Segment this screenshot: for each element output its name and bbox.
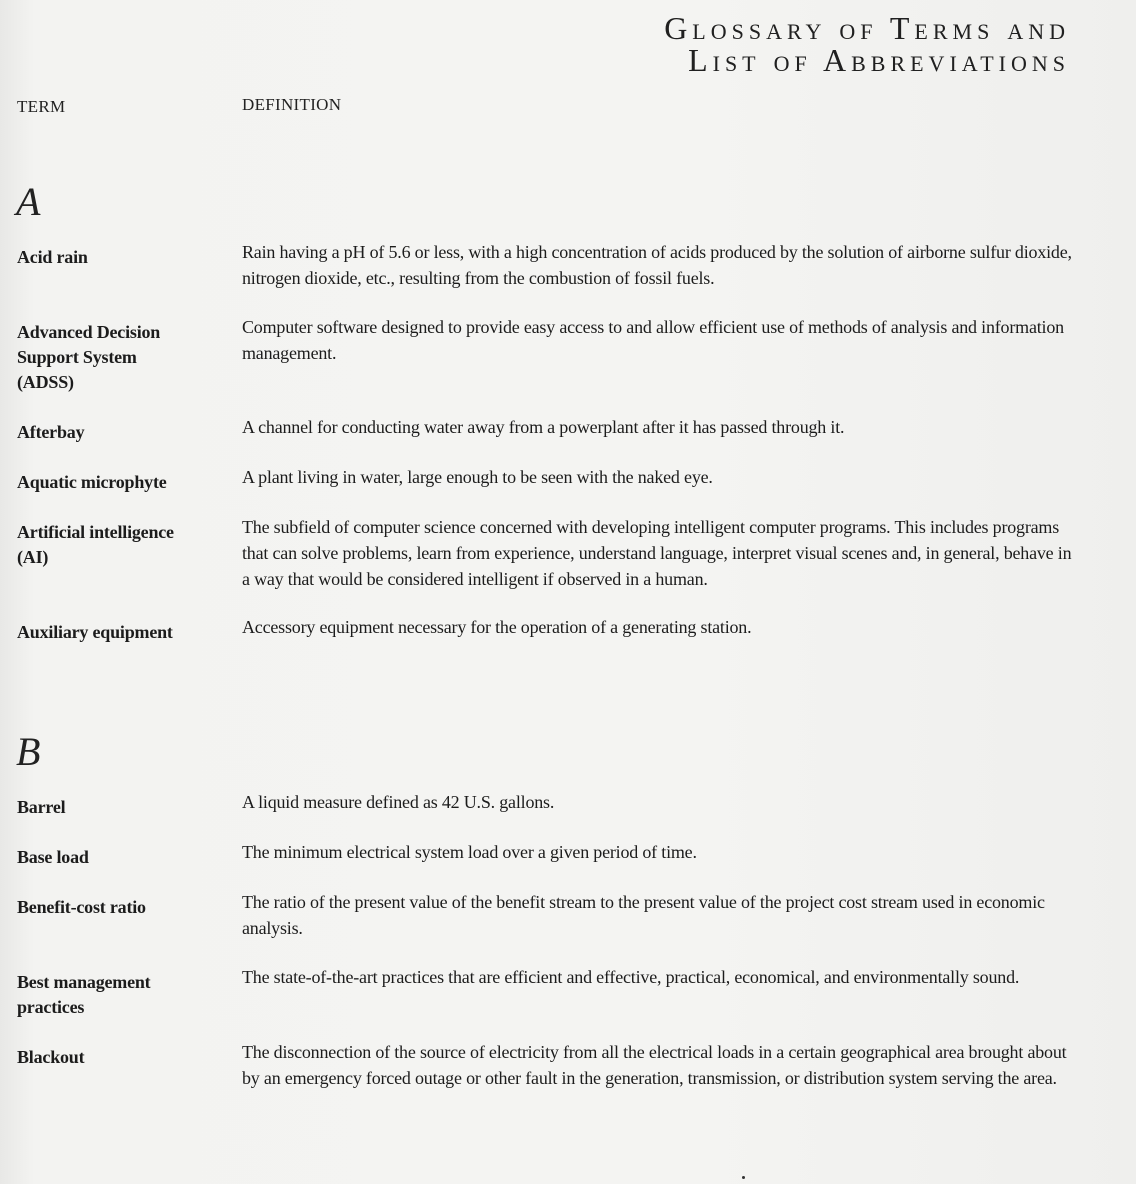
term-column-header: TERM xyxy=(17,97,66,116)
glossary-term: Acid rain xyxy=(17,247,88,267)
glossary-definition: A liquid measure defined as 42 U.S. gallons. xyxy=(242,792,555,812)
section-letter-b: B xyxy=(16,729,41,774)
title-line-2: List of Abbreviations xyxy=(688,42,1070,78)
glossary-definition: The state-of-the-art practices that are efficient and effective, practical, economical, and environmentally sound. xyxy=(242,967,1020,987)
glossary-definition: Computer software designed to provide easy access to and allow efficient use of methods of analysis and information management. xyxy=(242,317,1064,363)
glossary-definition: The minimum electrical system load over a given period of time. xyxy=(242,842,697,862)
glossary-term: Barrel xyxy=(17,797,66,817)
glossary-term: Artificial intelligence (AI) xyxy=(17,522,174,567)
glossary-term: Blackout xyxy=(17,1047,85,1067)
glossary-definition: The ratio of the present value of the benefit stream to the present value of the project cost stream used in economic analysis. xyxy=(242,892,1045,938)
glossary-term: Afterbay xyxy=(17,422,85,442)
scan-speck xyxy=(742,1176,745,1179)
glossary-term: Aquatic microphyte xyxy=(17,472,167,492)
glossary-definition: Accessory equipment necessary for the operation of a generating station. xyxy=(242,617,752,637)
definition-column-header: DEFINITION xyxy=(242,95,342,114)
glossary-definition: A plant living in water, large enough to be seen with the naked eye. xyxy=(242,467,713,487)
glossary-definition: The disconnection of the source of electricity from all the electrical loads in a certain geographical area brought about by an emergency forced outage or other fault in the generation, transmission, or distribution system serving the area. xyxy=(242,1042,1067,1088)
glossary-definition: A channel for conducting water away from a powerplant after it has passed through it. xyxy=(242,417,845,437)
glossary-term: Benefit-cost ratio xyxy=(17,897,146,917)
glossary-term: Auxiliary equipment xyxy=(17,622,173,642)
title-line-1: Glossary of Terms and xyxy=(664,10,1070,46)
section-letter-a: A xyxy=(16,179,41,224)
glossary-definition: Rain having a pH of 5.6 or less, with a high concentration of acids produced by the solution of airborne sulfur dioxide, nitrogen dioxide, etc., resulting from the combustion of fossil fuels. xyxy=(242,242,1072,288)
page-title xyxy=(664,12,1070,76)
glossary-definition: The subfield of computer science concerned with developing intelligent computer programs. This includes programs that can solve problems, learn from experience, understand language, interpret visual scenes and, in general, behave in a way that would be considered intelligent if observed in a human. xyxy=(242,517,1072,589)
glossary-term: Best management practices xyxy=(17,972,151,1017)
glossary-term: Advanced Decision Support System (ADSS) xyxy=(17,322,161,392)
glossary-term: Base load xyxy=(17,847,89,867)
